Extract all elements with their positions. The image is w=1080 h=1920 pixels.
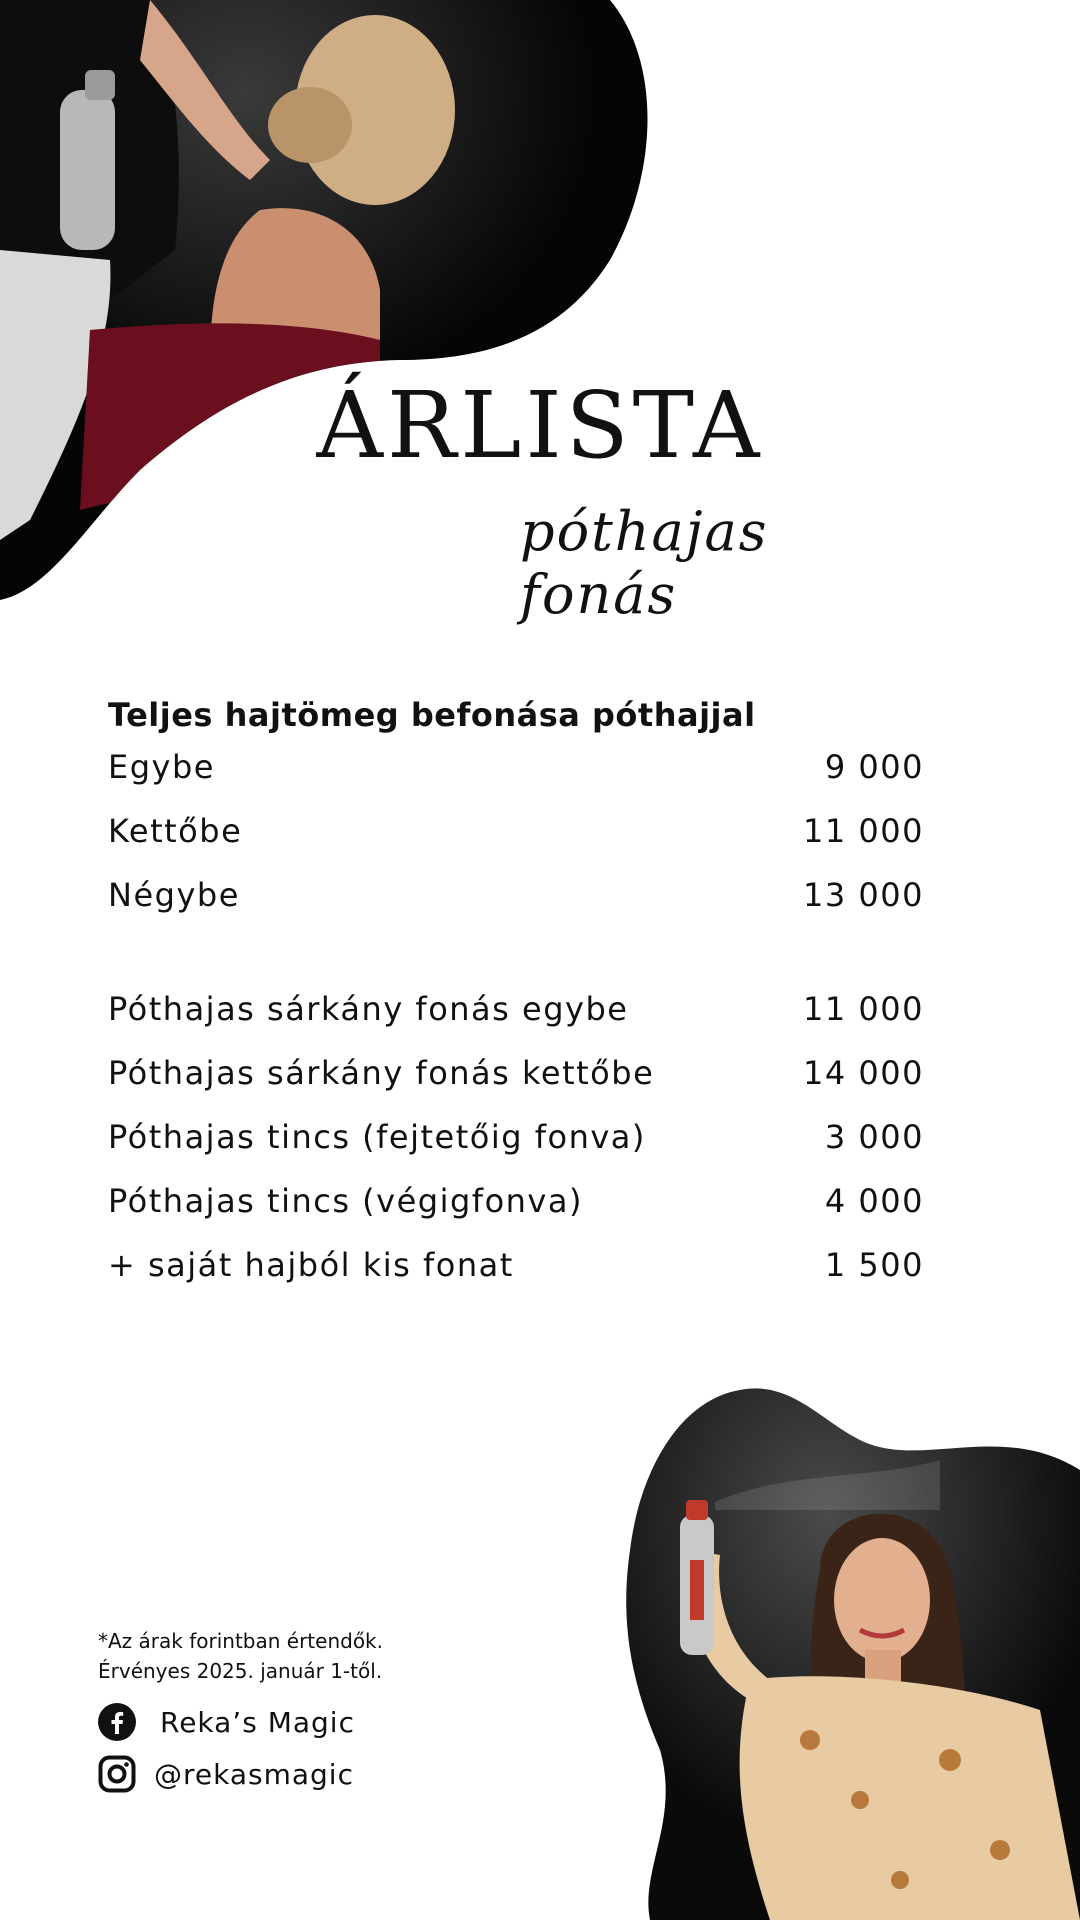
facebook-icon [98,1703,136,1741]
service-name: Póthajas tincs (végigfonva) [108,1182,583,1220]
instagram-icon [98,1755,136,1793]
service-price: 3 000 [824,1118,924,1156]
service-price: 13 000 [803,876,924,914]
service-price: 11 000 [803,812,924,850]
instagram-link[interactable] [98,1754,354,1794]
service-price: 4 000 [824,1182,924,1220]
facebook-name: Reka’s Magic [160,1705,355,1739]
service-price: 9 000 [824,748,924,786]
price-row [108,876,924,940]
note-validity: Érvényes 2025. január 1-től. [98,1659,383,1683]
price-row [108,990,924,1054]
price-row [108,1054,924,1118]
service-name: Egybe [108,748,215,786]
price-row [108,812,924,876]
service-name: Négybe [108,876,240,914]
price-section-full-braid [108,696,924,940]
price-row [108,1246,924,1310]
page-subtitle: póthajas fonás [520,500,769,626]
service-price: 1 500 [824,1246,924,1284]
bottom-photo-blob [620,1380,1080,1920]
service-price: 14 000 [803,1054,924,1092]
section-heading: Teljes hajtömeg befonása póthajjal [108,696,756,734]
service-name: + saját hajból kis fonat [108,1246,514,1284]
service-price: 11 000 [803,990,924,1028]
page-title: ÁRLISTA [316,372,764,479]
price-section-extensions [108,990,924,1310]
instagram-handle: @rekasmagic [154,1757,354,1791]
note-currency: *Az árak forintban értendők. [98,1629,383,1653]
price-note [98,1626,383,1686]
price-row [108,1118,924,1182]
facebook-link[interactable] [98,1702,355,1742]
service-name: Póthajas tincs (fejtetőig fonva) [108,1118,646,1156]
service-name: Póthajas sárkány fonás egybe [108,990,629,1028]
price-row [108,1182,924,1246]
service-name: Póthajas sárkány fonás kettőbe [108,1054,655,1092]
service-name: Kettőbe [108,812,243,850]
price-row [108,748,924,812]
